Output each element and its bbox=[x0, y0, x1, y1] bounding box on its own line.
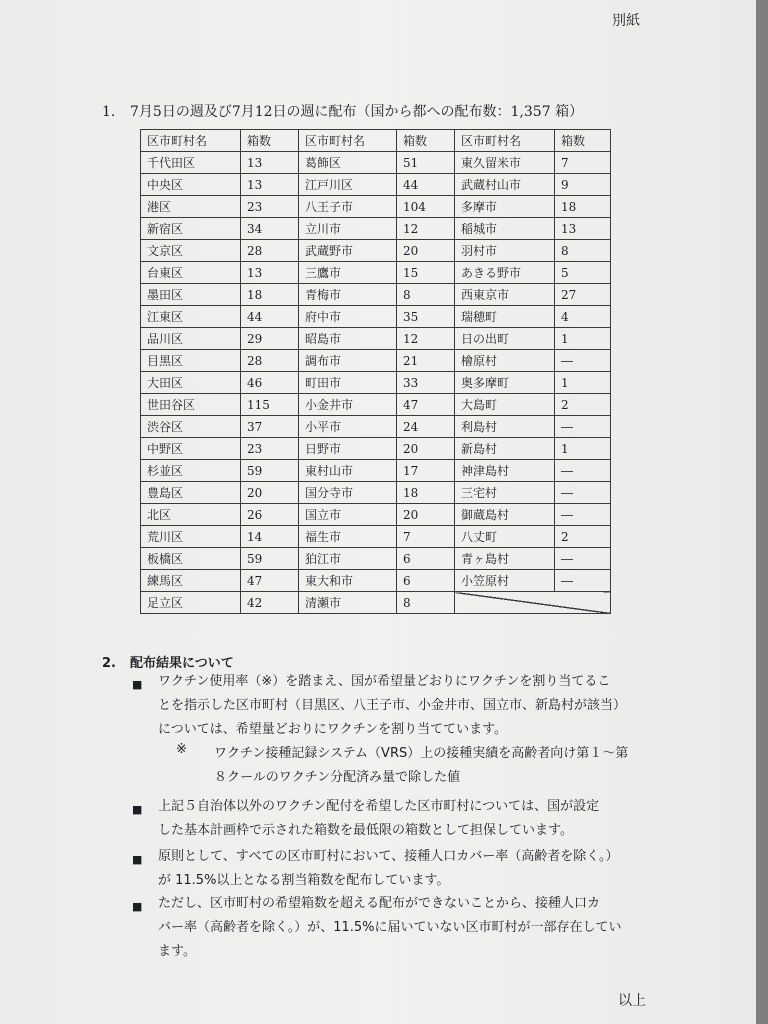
municipality-cell: 武蔵野市 bbox=[299, 240, 397, 262]
municipality-cell: 豊島区 bbox=[141, 482, 241, 504]
municipality-cell: 練馬区 bbox=[141, 570, 241, 592]
bullet-paragraph-2 bbox=[158, 795, 656, 843]
box-count-cell: 29 bbox=[241, 328, 299, 350]
municipality-cell: 北区 bbox=[141, 504, 241, 526]
box-count-cell: 1 bbox=[555, 438, 611, 460]
paragraph-line: 原則として、すべての区市町村において、接種人口カバー率（高齢者を除く。） bbox=[158, 849, 619, 864]
closing-text: 以上 bbox=[618, 993, 646, 1009]
municipality-cell: 渋谷区 bbox=[141, 416, 241, 438]
bullet-paragraph-1 bbox=[158, 670, 656, 742]
box-count-cell: ― bbox=[555, 482, 611, 504]
paragraph-line: については、希望量どおりにワクチンを割り当てています。 bbox=[158, 722, 508, 737]
note-text bbox=[214, 742, 662, 790]
note-mark: ※ bbox=[176, 742, 187, 757]
table-row bbox=[141, 460, 611, 482]
municipality-cell: 板橋区 bbox=[141, 548, 241, 570]
section1-heading bbox=[102, 101, 583, 121]
table-row bbox=[141, 416, 611, 438]
municipality-cell: 神津島村 bbox=[455, 460, 555, 482]
paragraph-line: ただし、区市町村の希望箱数を超える配布ができないことから、接種人口カ bbox=[158, 896, 601, 911]
municipality-cell: 大島町 bbox=[455, 394, 555, 416]
box-count-cell: 18 bbox=[555, 196, 611, 218]
table-row bbox=[141, 570, 611, 592]
section2-heading bbox=[102, 652, 234, 671]
municipality-cell: 新島村 bbox=[455, 438, 555, 460]
box-count-cell: 46 bbox=[241, 372, 299, 394]
municipality-cell: 江東区 bbox=[141, 306, 241, 328]
box-count-cell: 115 bbox=[241, 394, 299, 416]
box-count-cell: ― bbox=[555, 504, 611, 526]
paragraph-line: とを指示した区市町村（目黒区、八王子市、小金井市、国立市、新島村が該当） bbox=[158, 698, 627, 713]
municipality-cell: 青ヶ島村 bbox=[455, 548, 555, 570]
box-count-cell: 6 bbox=[397, 570, 455, 592]
bullet-marker: ■ bbox=[132, 803, 143, 816]
paragraph-line: バー率（高齢者を除く。）が、11.5%に届いていない区市町村が一部存在してい bbox=[158, 920, 622, 935]
box-count-cell: 23 bbox=[241, 196, 299, 218]
table-row bbox=[141, 262, 611, 284]
municipality-cell: 台東区 bbox=[141, 262, 241, 284]
table-row bbox=[141, 592, 611, 614]
municipality-cell: 調布市 bbox=[299, 350, 397, 372]
box-count-cell: 27 bbox=[555, 284, 611, 306]
municipality-cell: 国分寺市 bbox=[299, 482, 397, 504]
municipality-cell: 日野市 bbox=[299, 438, 397, 460]
table-header-cell: 区市町村名 bbox=[299, 130, 397, 152]
municipality-cell: 葛飾区 bbox=[299, 152, 397, 174]
box-count-cell: 8 bbox=[397, 592, 455, 614]
municipality-cell: 西東京市 bbox=[455, 284, 555, 306]
box-count-cell: 59 bbox=[241, 460, 299, 482]
bullet-marker: ■ bbox=[132, 678, 143, 691]
box-count-cell: 33 bbox=[397, 372, 455, 394]
municipality-cell: 多摩市 bbox=[455, 196, 555, 218]
section2-number: 2. bbox=[102, 656, 116, 671]
box-count-cell: 20 bbox=[241, 482, 299, 504]
municipality-cell: 大田区 bbox=[141, 372, 241, 394]
paragraph-line: が 11.5%以上となる割当箱数を配布しています。 bbox=[158, 873, 450, 888]
municipality-cell: 東久留米市 bbox=[455, 152, 555, 174]
box-count-cell: 12 bbox=[397, 328, 455, 350]
box-count-cell: 9 bbox=[555, 174, 611, 196]
box-count-cell: 4 bbox=[555, 306, 611, 328]
municipality-cell: 小笠原村 bbox=[455, 570, 555, 592]
empty-diagonal-cell bbox=[455, 592, 611, 614]
municipality-cell: 立川市 bbox=[299, 218, 397, 240]
box-count-cell: ― bbox=[555, 416, 611, 438]
box-count-cell: ― bbox=[555, 460, 611, 482]
box-count-cell: 44 bbox=[241, 306, 299, 328]
municipality-cell: 世田谷区 bbox=[141, 394, 241, 416]
table-row bbox=[141, 372, 611, 394]
municipality-cell: 御蔵島村 bbox=[455, 504, 555, 526]
municipality-cell: 国立市 bbox=[299, 504, 397, 526]
box-count-cell: 8 bbox=[397, 284, 455, 306]
note-line: ８クールのワクチン分配済み量で除した値 bbox=[214, 770, 461, 785]
box-count-cell: 37 bbox=[241, 416, 299, 438]
box-count-cell: 8 bbox=[555, 240, 611, 262]
box-count-cell: 35 bbox=[397, 306, 455, 328]
municipality-cell: 品川区 bbox=[141, 328, 241, 350]
paragraph-line: 上記５自治体以外のワクチン配付を希望した区市町村については、国が設定 bbox=[158, 799, 600, 814]
municipality-cell: 杉並区 bbox=[141, 460, 241, 482]
table-row bbox=[141, 284, 611, 306]
table-header-cell: 箱数 bbox=[397, 130, 455, 152]
municipality-cell: 八王子市 bbox=[299, 196, 397, 218]
box-count-cell: 44 bbox=[397, 174, 455, 196]
table-header-cell: 区市町村名 bbox=[455, 130, 555, 152]
municipality-cell: 中野区 bbox=[141, 438, 241, 460]
table-row bbox=[141, 526, 611, 548]
box-count-cell: ― bbox=[555, 570, 611, 592]
municipality-cell: 墨田区 bbox=[141, 284, 241, 306]
box-count-cell: 28 bbox=[241, 240, 299, 262]
box-count-cell: 13 bbox=[241, 262, 299, 284]
municipality-cell: 稲城市 bbox=[455, 218, 555, 240]
box-count-cell: 18 bbox=[241, 284, 299, 306]
box-count-cell: 23 bbox=[241, 438, 299, 460]
paragraph-line: ます。 bbox=[158, 944, 196, 959]
box-count-cell: 51 bbox=[397, 152, 455, 174]
municipality-cell: 青梅市 bbox=[299, 284, 397, 306]
section2-title: 配布結果について bbox=[130, 656, 234, 671]
distribution-table-body bbox=[141, 130, 611, 614]
box-count-cell: 21 bbox=[397, 350, 455, 372]
section1-number: 1. bbox=[102, 104, 116, 120]
box-count-cell: 47 bbox=[397, 394, 455, 416]
box-count-cell: 5 bbox=[555, 262, 611, 284]
table-row bbox=[141, 240, 611, 262]
box-count-cell: 47 bbox=[241, 570, 299, 592]
table-row bbox=[141, 482, 611, 504]
table-row bbox=[141, 504, 611, 526]
table-row bbox=[141, 174, 611, 196]
municipality-cell: 中央区 bbox=[141, 174, 241, 196]
box-count-cell: 59 bbox=[241, 548, 299, 570]
box-count-cell: 7 bbox=[397, 526, 455, 548]
municipality-cell: 昭島市 bbox=[299, 328, 397, 350]
box-count-cell: 18 bbox=[397, 482, 455, 504]
box-count-cell: ― bbox=[555, 548, 611, 570]
bullet-paragraph-3 bbox=[158, 845, 656, 893]
box-count-cell: 6 bbox=[397, 548, 455, 570]
municipality-cell: 東村山市 bbox=[299, 460, 397, 482]
table-header-row bbox=[141, 130, 611, 152]
section1-title: 7月5日の週及び7月12日の週に配布（国から都への配布数：1,357 箱） bbox=[130, 104, 584, 120]
box-count-cell: 34 bbox=[241, 218, 299, 240]
municipality-cell: 福生市 bbox=[299, 526, 397, 548]
paragraph-line: ワクチン使用率（※）を踏まえ、国が希望量どおりにワクチンを割り当てるこ bbox=[158, 674, 611, 689]
table-row bbox=[141, 548, 611, 570]
table-header-cell: 区市町村名 bbox=[141, 130, 241, 152]
table-header-cell: 箱数 bbox=[555, 130, 611, 152]
municipality-cell: 文京区 bbox=[141, 240, 241, 262]
box-count-cell: 7 bbox=[555, 152, 611, 174]
table-row bbox=[141, 438, 611, 460]
box-count-cell: 13 bbox=[241, 152, 299, 174]
municipality-cell: 瑞穂町 bbox=[455, 306, 555, 328]
municipality-cell: 清瀬市 bbox=[299, 592, 397, 614]
box-count-cell: ― bbox=[555, 350, 611, 372]
municipality-cell: 狛江市 bbox=[299, 548, 397, 570]
table-row bbox=[141, 328, 611, 350]
municipality-cell: 利島村 bbox=[455, 416, 555, 438]
municipality-cell: 小平市 bbox=[299, 416, 397, 438]
table-row bbox=[141, 350, 611, 372]
box-count-cell: 104 bbox=[397, 196, 455, 218]
box-count-cell: 17 bbox=[397, 460, 455, 482]
box-count-cell: 42 bbox=[241, 592, 299, 614]
note-line: ワクチン接種記録システム（VRS）上の接種実績を高齢者向け第１～第 bbox=[214, 746, 629, 761]
box-count-cell: 24 bbox=[397, 416, 455, 438]
municipality-cell: 武蔵村山市 bbox=[455, 174, 555, 196]
bullet-marker: ■ bbox=[132, 853, 143, 866]
municipality-cell: 八丈町 bbox=[455, 526, 555, 548]
box-count-cell: 20 bbox=[397, 240, 455, 262]
distribution-table bbox=[140, 129, 611, 614]
box-count-cell: 14 bbox=[241, 526, 299, 548]
table-header-cell: 箱数 bbox=[241, 130, 299, 152]
municipality-cell: 足立区 bbox=[141, 592, 241, 614]
municipality-cell: 三鷹市 bbox=[299, 262, 397, 284]
box-count-cell: 20 bbox=[397, 438, 455, 460]
municipality-cell: 小金井市 bbox=[299, 394, 397, 416]
municipality-cell: 江戸川区 bbox=[299, 174, 397, 196]
box-count-cell: 2 bbox=[555, 526, 611, 548]
municipality-cell: 府中市 bbox=[299, 306, 397, 328]
paragraph-line: した基本計画枠で示された箱数を最低限の箱数として担保しています。 bbox=[158, 823, 573, 838]
bullet-paragraph-4 bbox=[158, 892, 656, 964]
municipality-cell: 目黒区 bbox=[141, 350, 241, 372]
municipality-cell: 荒川区 bbox=[141, 526, 241, 548]
table-row bbox=[141, 196, 611, 218]
municipality-cell: 檜原村 bbox=[455, 350, 555, 372]
box-count-cell: 28 bbox=[241, 350, 299, 372]
box-count-cell: 26 bbox=[241, 504, 299, 526]
municipality-cell: 奥多摩町 bbox=[455, 372, 555, 394]
municipality-cell: 港区 bbox=[141, 196, 241, 218]
box-count-cell: 13 bbox=[555, 218, 611, 240]
box-count-cell: 12 bbox=[397, 218, 455, 240]
municipality-cell: 東大和市 bbox=[299, 570, 397, 592]
municipality-cell: 日の出町 bbox=[455, 328, 555, 350]
table-row bbox=[141, 218, 611, 240]
box-count-cell: 15 bbox=[397, 262, 455, 284]
table-row bbox=[141, 394, 611, 416]
box-count-cell: 2 bbox=[555, 394, 611, 416]
table-row bbox=[141, 306, 611, 328]
municipality-cell: あきる野市 bbox=[455, 262, 555, 284]
bullet-marker: ■ bbox=[132, 900, 143, 913]
box-count-cell: 1 bbox=[555, 328, 611, 350]
municipality-cell: 町田市 bbox=[299, 372, 397, 394]
box-count-cell: 13 bbox=[241, 174, 299, 196]
box-count-cell: 1 bbox=[555, 372, 611, 394]
annex-label: 別紙 bbox=[612, 13, 640, 29]
table-row bbox=[141, 152, 611, 174]
municipality-cell: 千代田区 bbox=[141, 152, 241, 174]
municipality-cell: 羽村市 bbox=[455, 240, 555, 262]
municipality-cell: 三宅村 bbox=[455, 482, 555, 504]
box-count-cell: 20 bbox=[397, 504, 455, 526]
municipality-cell: 新宿区 bbox=[141, 218, 241, 240]
